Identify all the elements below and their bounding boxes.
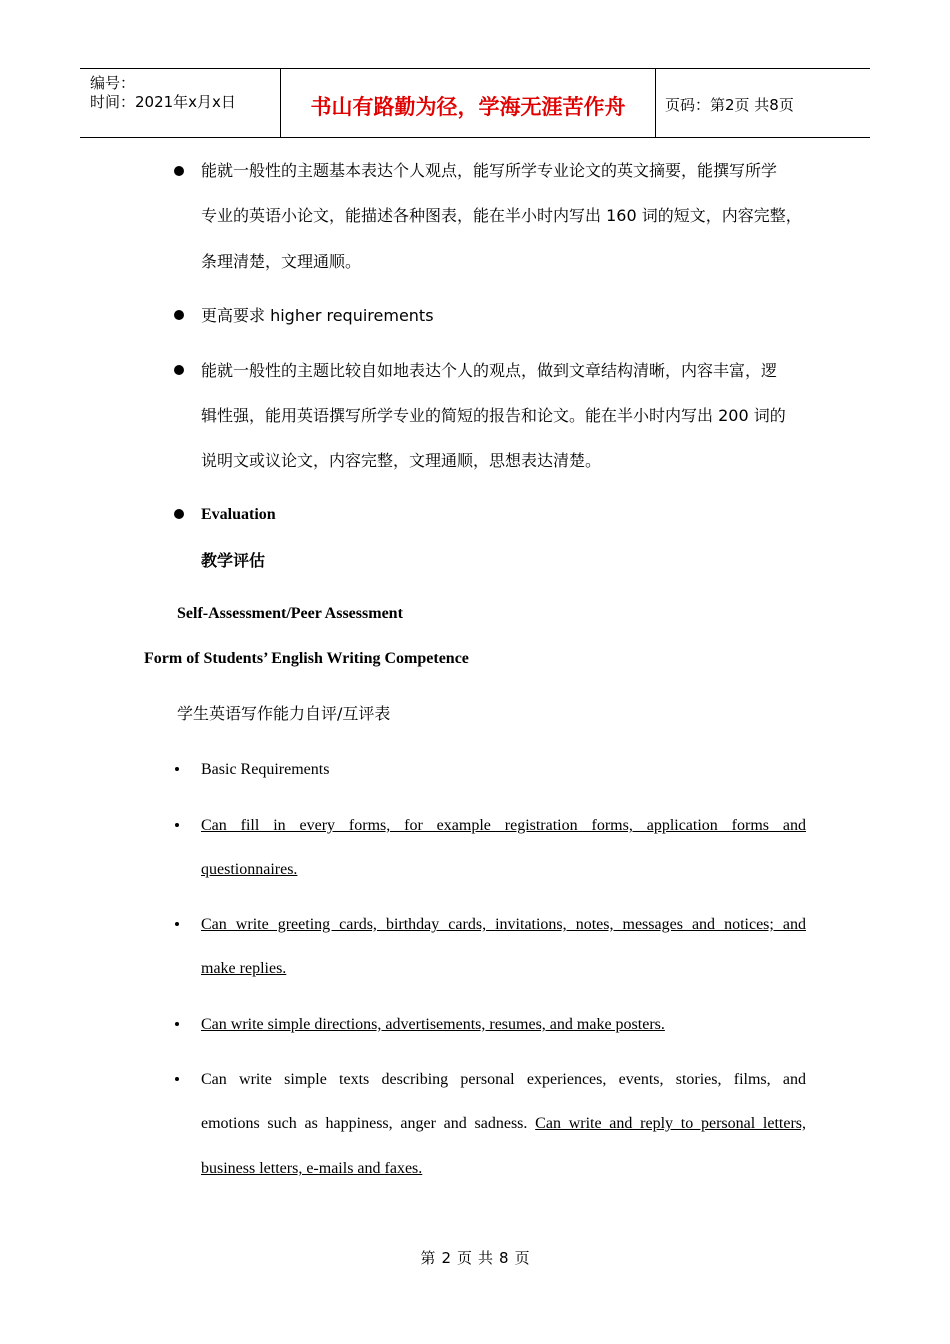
bullet-dot <box>174 509 184 519</box>
footer-gong: 共 <box>478 1249 494 1267</box>
req-item1-line2: questionnaires. <box>201 861 298 878</box>
date-label: 时间：2021年x月x日 <box>90 93 236 111</box>
req-item4-line3: business letters, e-mails and faxes. <box>201 1160 423 1177</box>
req-item4-line1: Can write simple texts describing personal experiences, events, stories, films, and <box>201 1071 806 1088</box>
form-title-zh: 学生英语写作能力自评/互评表 <box>177 704 391 723</box>
list-bullet <box>175 823 179 827</box>
header-left-cell <box>80 69 280 137</box>
bullet-dot <box>174 365 184 375</box>
footer-total-pages: 8 <box>499 1249 509 1267</box>
page-footer <box>0 1247 950 1268</box>
header-center-cell <box>280 69 656 137</box>
serial-label: 编号： <box>90 74 136 92</box>
footer-page-number: 2 <box>441 1249 451 1267</box>
header-right-cell <box>655 69 870 137</box>
bullet3-line3: 说明文或议论文，内容完整，文理通顺，思想表达清楚。 <box>201 451 602 470</box>
req-item4-line2-underlined: Can write and reply to personal letters, <box>535 1115 807 1132</box>
bullet3-line1: 能就一般性的主题比较自如地表达个人的观点，做到文章结构清晰，内容丰富，逻 <box>201 361 778 380</box>
evaluation-heading-zh: 教学评估 <box>201 551 266 570</box>
list-bullet <box>175 922 179 926</box>
header-motto: 书山有路勤为径，学海无涯苦作舟 <box>310 95 626 119</box>
req-item1-line1: Can fill in every forms, for example registration forms, application forms and <box>201 817 806 834</box>
bullet-dot <box>174 166 184 176</box>
footer-di: 第 <box>420 1249 436 1267</box>
req-item4-line2 <box>201 1114 806 1134</box>
req-item2-line2: make replies. <box>201 960 287 977</box>
footer-ye2: 页 <box>514 1249 530 1267</box>
list-bullet <box>175 767 179 771</box>
evaluation-heading: Evaluation <box>201 506 276 523</box>
footer-ye: 页 <box>456 1249 472 1267</box>
page-header <box>80 68 870 138</box>
req-item4-line2-plain: emotions such as happiness, anger and sadness. <box>201 1115 528 1132</box>
header-page-info: 页码：第2页 共8页 <box>665 96 794 114</box>
bullet1-line1: 能就一般性的主题基本表达个人观点，能写所学专业论文的英文摘要，能撰写所学 <box>201 161 778 180</box>
list-bullet <box>175 1022 179 1026</box>
req-item2-line1: Can write greeting cards, birthday cards, invitations, notes, messages and notices; and <box>201 916 806 933</box>
bullet3-line2: 辑性强，能用英语撰写所学专业的简短的报告和论文。能在半小时内写出 200 词的 <box>201 406 786 425</box>
self-assessment-heading: Self-Assessment/Peer Assessment <box>177 605 403 622</box>
bullet1-line3: 条理清楚，文理通顺。 <box>201 252 362 271</box>
bullet1-line2: 专业的英语小论文，能描述各种图表，能在半小时内写出 160 词的短文，内容完整， <box>201 206 802 225</box>
bullet-dot <box>174 310 184 320</box>
basic-requirements-label: Basic Requirements <box>201 761 330 778</box>
list-bullet <box>175 1077 179 1081</box>
bullet2-text: 更高要求 higher requirements <box>201 306 434 325</box>
form-title: Form of Students’ English Writing Competence <box>144 650 469 667</box>
req-item3: Can write simple directions, advertisements, resumes, and make posters. <box>201 1016 665 1033</box>
